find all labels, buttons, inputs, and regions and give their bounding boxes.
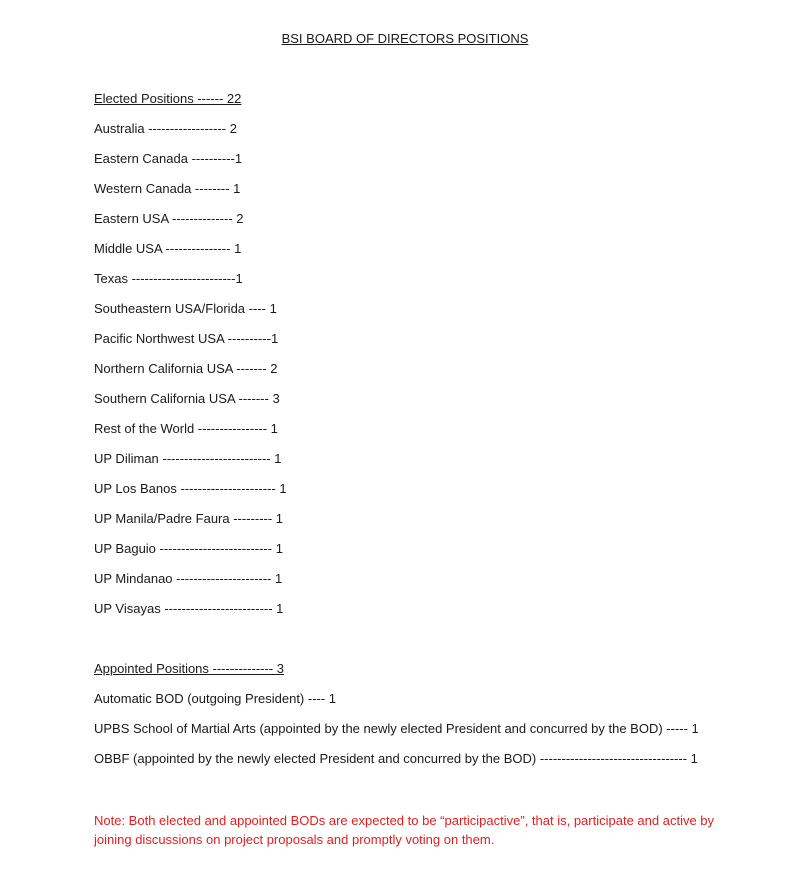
elected-positions-heading: Elected Positions ------ 22 [94, 91, 242, 106]
appointed-positions-heading: Appointed Positions -------------- 3 [94, 661, 284, 676]
list-item: Eastern USA -------------- 2 [94, 211, 244, 226]
list-item: Southern California USA ------- 3 [94, 391, 280, 406]
list-item: Texas ------------------------1 [94, 271, 243, 286]
list-item: Pacific Northwest USA ----------1 [94, 331, 279, 346]
list-item: Automatic BOD (outgoing President) ---- 1 [94, 691, 337, 706]
list-item: Western Canada -------- 1 [94, 181, 241, 196]
list-item: UP Diliman ------------------------- 1 [94, 451, 282, 466]
list-item: Australia ------------------ 2 [94, 121, 237, 136]
list-item: Rest of the World ---------------- 1 [94, 421, 278, 436]
list-item: Middle USA --------------- 1 [94, 241, 242, 256]
note-paragraph: Note: Both elected and appointed BODs are expected to be “participactive”, that is, participate and active by joining discussions on project proposals and promptly voting on them. [94, 813, 715, 847]
list-item: UPBS School of Martial Arts (appointed by the newly elected President and concurred by the BOD) ----- 1 [94, 721, 699, 736]
list-item: UP Los Banos ---------------------- 1 [94, 481, 287, 496]
list-item: UP Visayas ------------------------- 1 [94, 601, 284, 616]
list-item: Southeastern USA/Florida ---- 1 [94, 301, 277, 316]
list-item: Eastern Canada ----------1 [94, 151, 243, 166]
list-item: UP Manila/Padre Faura --------- 1 [94, 511, 284, 526]
list-item: OBBF (appointed by the newly elected President and concurred by the BOD) ---------------------------------- 1 [94, 751, 698, 766]
list-item: UP Baguio -------------------------- 1 [94, 541, 283, 556]
document-title: BSI BOARD OF DIRECTORS POSITIONS [281, 31, 529, 46]
list-item: UP Mindanao ---------------------- 1 [94, 571, 283, 586]
list-item: Northern California USA ------- 2 [94, 361, 278, 376]
